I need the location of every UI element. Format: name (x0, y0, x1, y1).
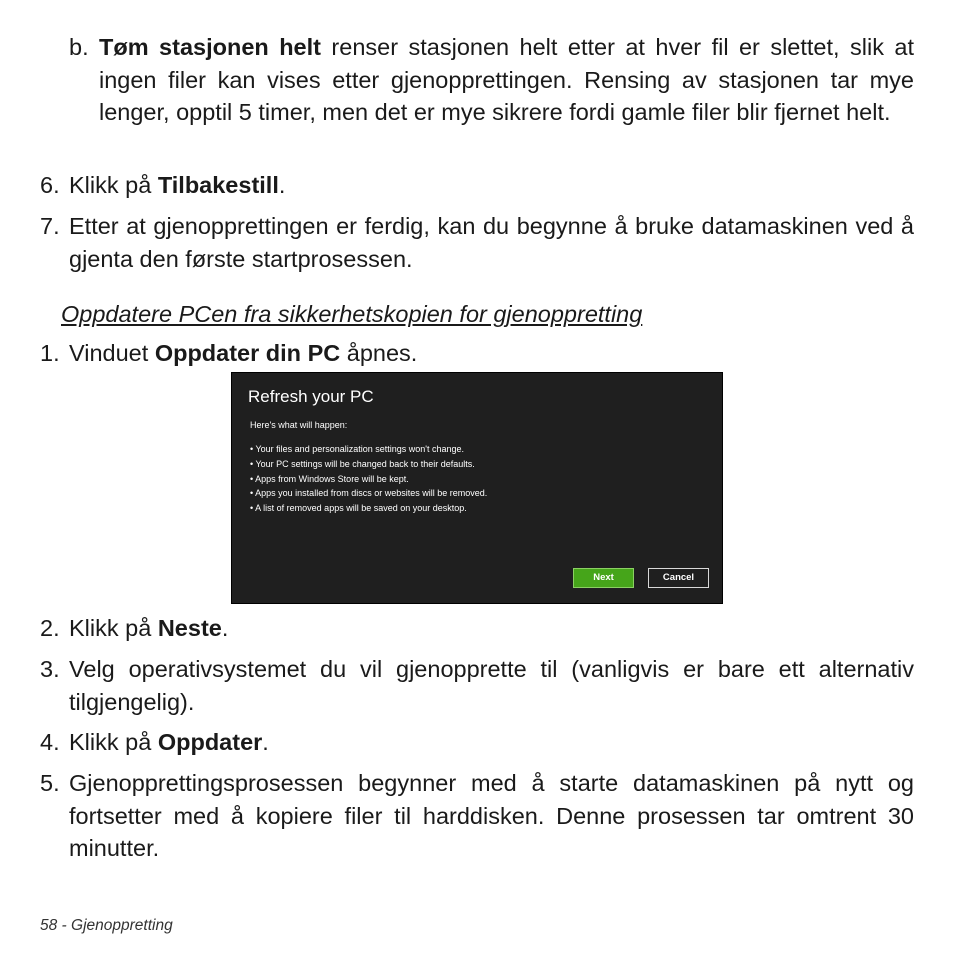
list-label-b: b. (69, 34, 89, 60)
substep-1-post: åpnes. (340, 340, 418, 366)
step-6-text (69, 169, 914, 202)
dialog-bullet-list (250, 442, 487, 516)
item-b-paragraph (99, 31, 914, 129)
dialog-title: Refresh your PC (248, 387, 374, 406)
dialog-bullet: • A list of removed apps will be saved on your desktop. (250, 503, 467, 514)
substep-2-bold: Neste (157, 615, 222, 641)
page-footer: 58 - Gjenoppretting (40, 917, 173, 934)
substep-2-post: . (221, 615, 229, 641)
substep-1-bold: Oppdater din PC (154, 340, 341, 366)
substep-3-text: Velg operativsystemet du vil gjenopprette til (vanligvis er bare ett alternativ tilgjengelig). (69, 656, 914, 715)
substep-1-text (69, 337, 914, 370)
substep-5-text: Gjenopprettingsprosessen begynner med å starte datamaskinen på nytt og fortsetter med å kopiere filer til harddisken. Denne prosessen tar omtrent 30 minutter. (69, 770, 914, 861)
substep-number-2: 2. (40, 615, 60, 641)
step-number-6: 6. (40, 172, 60, 198)
substep-number-3: 3. (40, 656, 60, 682)
substep-number-1: 1. (40, 340, 60, 366)
substep-4-post: . (262, 729, 269, 755)
substep-4-pre: Klikk på (69, 729, 158, 755)
substep-2-pre: Klikk på (69, 615, 158, 641)
substep-number-4: 4. (40, 729, 60, 755)
refresh-pc-dialog (231, 372, 723, 604)
step-6-bold: Tilbakestill (157, 172, 279, 198)
substep-number-5: 5. (40, 770, 60, 796)
step-7-text: Etter at gjenopprettingen er ferdig, kan du begynne å bruke datamaskinen ved å gjenta den første startprosessen. (69, 213, 914, 272)
dialog-subtitle: Here's what will happen: (250, 420, 348, 430)
substep-4-bold: Oppdater (157, 729, 263, 755)
step-number-7: 7. (40, 213, 60, 239)
dialog-bullet: • Apps from Windows Store will be kept. (250, 473, 409, 484)
item-b-bold: Tøm stasjonen helt (99, 34, 321, 60)
dialog-bullet: • Your PC settings will be changed back to their defaults. (250, 458, 475, 469)
substep-2-text (69, 612, 914, 645)
substep-4-text (69, 726, 914, 759)
substep-1-pre: Vinduet (69, 340, 155, 366)
next-button[interactable]: Next (573, 568, 634, 588)
item-b-text: renser stasjonen helt etter at hver fil er slettet, slik at ingen filer kan vises etter gjenopprettingen. Rensing av stasjonen tar mye lenger, opptil 5 timer, men det er mye sikrere fordi gamle filer blir fjernet helt. (99, 34, 914, 125)
step-6-post: . (278, 172, 286, 198)
step-6-pre: Klikk på (69, 172, 158, 198)
section-heading: Oppdatere PCen fra sikkerhetskopien for gjenoppretting (61, 301, 643, 327)
dialog-bullet: • Your files and personalization settings won't change. (250, 444, 465, 454)
dialog-bullet: • Apps you installed from discs or websites will be removed. (250, 488, 488, 499)
cancel-button[interactable]: Cancel (648, 568, 709, 588)
